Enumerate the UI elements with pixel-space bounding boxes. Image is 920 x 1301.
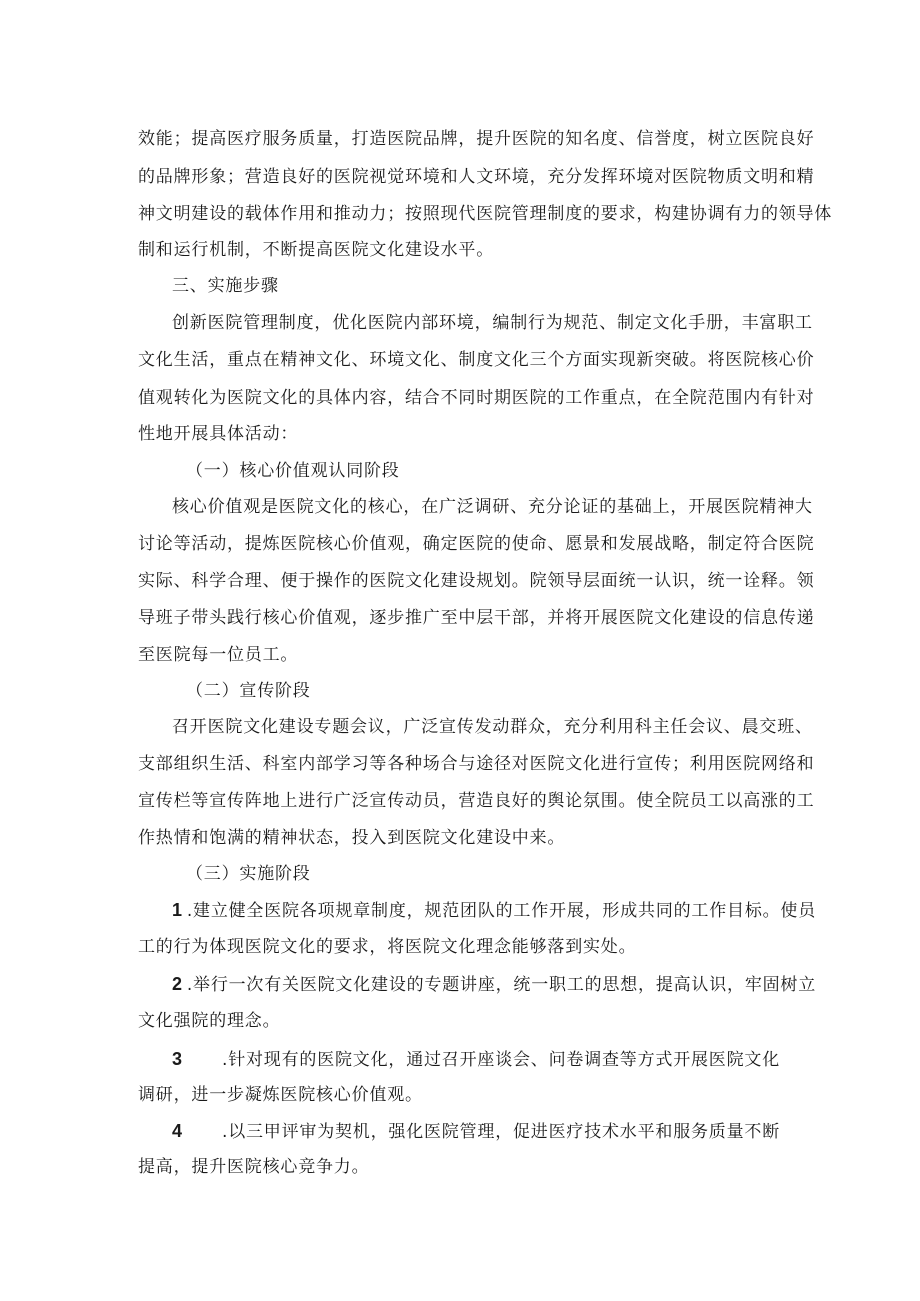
paragraph-line: 召开医院文化建设专题会议，广泛宣传发动群众，充分利用科主任会议、晨交班、 (172, 717, 813, 737)
list-item-continuation: 调研，进一步凝炼医院核心价值观。 (138, 1085, 423, 1105)
paragraph-line: 导班子带头践行核心价值观，逐步推广至中层干部，并将开展医院文化建设的信息传递 (138, 608, 815, 628)
list-item (172, 1049, 788, 1070)
list-item-continuation: 提高，提升医院核心竞争力。 (138, 1157, 370, 1177)
list-item-number: 2 (172, 974, 183, 994)
paragraph-line: 至医院每一位员工。 (138, 645, 299, 665)
paragraph-line: 作热情和饱满的精神状态，投入到医院文化建设中来。 (138, 828, 566, 848)
list-item (172, 974, 817, 995)
paragraph-line: 创新医院管理制度，优化医院内部环境，编制行为规范、制定文化手册，丰富职工 (172, 313, 813, 333)
list-item (172, 1121, 788, 1142)
subsection-heading: （三）实施阶段 (186, 864, 311, 884)
paragraph-line: 性地开展具体活动： (138, 424, 299, 444)
paragraph-line: 值观转化为医院文化的具体内容，结合不同时期医院的工作重点，在全院范围内有针对 (138, 388, 815, 408)
list-item-continuation: 文化强院的理念。 (138, 1011, 281, 1031)
list-item (172, 900, 817, 921)
paragraph-line: 支部组织生活、科室内部学习等各种场合与途径对医院文化进行宣传；利用医院网络和 (138, 754, 815, 774)
list-item-text: .针对现有的医院文化，通过召开座谈会、问卷调查等方式开展医院文化 (222, 1050, 781, 1070)
paragraph-line: 宣传栏等宣传阵地上进行广泛宣传动员，营造良好的舆论氛围。使全院员工以高涨的工 (138, 791, 815, 811)
paragraph-line: 的品牌形象；营造良好的医院视觉环境和人文环境，充分发挥环境对医院物质文明和精 (138, 167, 815, 187)
list-item-number: 4 (172, 1121, 183, 1141)
subsection-heading: （一）核心价值观认同阶段 (186, 461, 400, 481)
paragraph-line: 制和运行机制，不断提高医院文化建设水平。 (138, 240, 494, 260)
paragraph-line: 文化生活，重点在精神文化、环境文化、制度文化三个方面实现新突破。将医院核心价 (138, 350, 815, 370)
list-item-number: 1 (172, 900, 183, 920)
paragraph-line: 实际、科学合理、便于操作的医院文化建设规划。院领导层面统一认识，统一诠释。领 (138, 571, 815, 591)
paragraph-line: 核心价值观是医院文化的核心，在广泛调研、充分论证的基础上，开展医院精神大 (172, 497, 813, 517)
list-item-text: .举行一次有关医院文化建设的专题讲座，统一职工的思想，提高认识，牢固树立 (186, 975, 817, 995)
paragraph-line: 讨论等活动，提炼医院核心价值观，确定医院的使命、愿景和发展战略，制定符合医院 (138, 534, 815, 554)
list-item-number: 3 (172, 1049, 183, 1069)
list-item-text: .以三甲评审为契机，强化医院管理，促进医疗技术水平和服务质量不断 (222, 1122, 781, 1142)
paragraph-line: 神文明建设的载体作用和推动力；按照现代医院管理制度的要求，构建协调有力的领导体 (138, 204, 833, 224)
list-item-text: .建立健全医院各项规章制度，规范团队的工作开展，形成共同的工作目标。使员 (186, 901, 817, 921)
paragraph-line: 效能；提高医疗服务质量，打造医院品牌，提升医院的知名度、信誉度，树立医院良好 (138, 129, 815, 149)
list-item-continuation: 工的行为体现医院文化的要求，将医院文化理念能够落到实处。 (138, 937, 637, 957)
section-heading: 三、实施步骤 (172, 276, 279, 296)
subsection-heading: （二）宣传阶段 (186, 681, 311, 701)
